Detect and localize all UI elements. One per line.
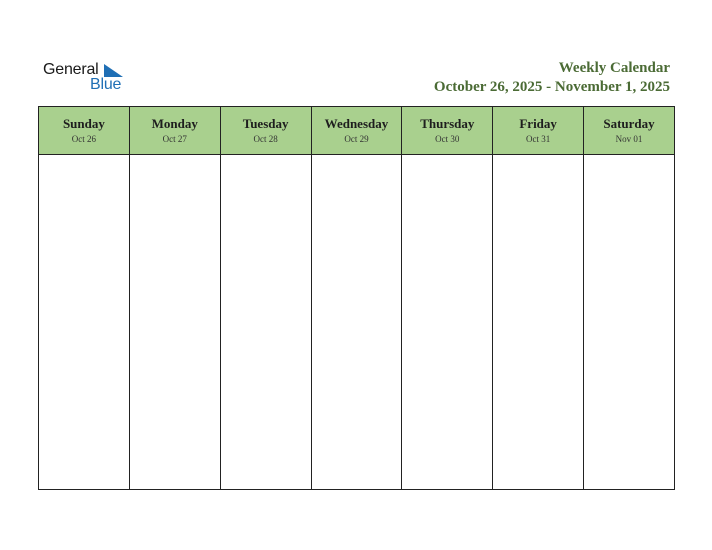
day-cell-friday[interactable] [493,155,584,490]
day-header-tuesday [220,107,311,155]
day-name: Wednesday [324,115,389,131]
day-header-sunday [39,107,130,155]
day-name: Monday [151,115,198,131]
day-cell-monday[interactable] [129,155,220,490]
day-name: Thursday [420,115,475,131]
day-date: Oct 30 [435,133,460,144]
day-date: Oct 27 [162,133,187,144]
day-header-friday [493,107,584,155]
calendar-title-block [434,59,670,97]
date-range: October 26, 2025 - November 1, 2025 [433,79,670,95]
weekly-calendar-table [38,106,675,490]
day-date: Oct 31 [526,133,551,144]
day-name: Saturday [603,115,655,131]
logo-text-general: General [43,61,99,78]
day-name: Sunday [62,115,105,131]
day-header-monday [129,107,220,155]
day-header-row [39,107,675,155]
day-header-wednesday [311,107,402,155]
day-body-row [39,155,675,490]
generalblue-logo [43,61,133,95]
day-header-saturday [584,107,675,155]
logo-text-blue: Blue [90,76,122,93]
day-date: Nov 01 [615,133,643,144]
day-cell-thursday[interactable] [402,155,493,490]
day-name: Tuesday [242,115,289,131]
day-cell-sunday[interactable] [39,155,130,490]
day-name: Friday [519,115,557,131]
day-date: Oct 28 [253,133,278,144]
day-cell-tuesday[interactable] [220,155,311,490]
day-date: Oct 26 [71,133,97,144]
day-cell-saturday[interactable] [584,155,675,490]
page-title: Weekly Calendar [558,60,670,76]
day-date: Oct 29 [344,133,369,144]
day-cell-wednesday[interactable] [311,155,402,490]
day-header-thursday [402,107,493,155]
